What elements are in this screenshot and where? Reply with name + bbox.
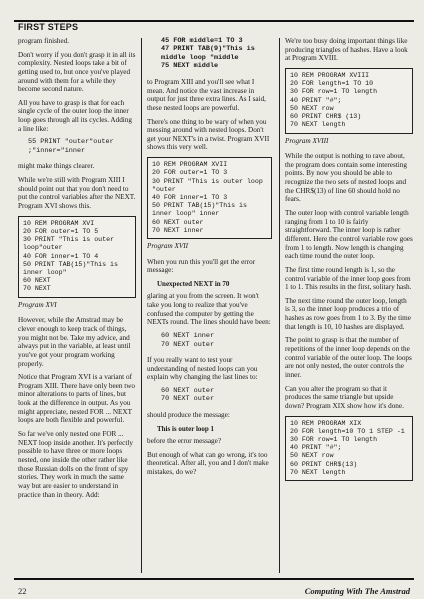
- code-line: 70 NEXT outer: [161, 340, 215, 349]
- code-line: 55 PRINT "outer"outer: [28, 138, 114, 147]
- column-3: [285, 37, 413, 484]
- listing-line: 30 FOR row=1 TO length: [290, 435, 378, 443]
- code-line: 60 NEXT outer: [161, 386, 215, 395]
- listing-line: 60 PRINT CHR$(13): [290, 460, 358, 468]
- code-line: 45 FOR middle=1 TO 3: [161, 37, 243, 45]
- program-listing-xvii: [147, 157, 272, 239]
- paragraph: So far we've only nested one FOR ... NEXT loop inside another. It's perfectly possible to have three or more loops nested, one inside the other rather like those Russian dolls on the front of spy stories. They work in much the same way but are easier to understand in practice than in theory. Add:: [18, 430, 133, 499]
- listing-line: 40 FOR inner=1 TO 3: [152, 194, 228, 201]
- column-divider-right: [279, 38, 280, 573]
- inline-code: [147, 332, 272, 349]
- paragraph: glaring at you from the screen. It won't take you long to realize that you've confused the computer by getting the NEXTs round. The lines should have been:: [147, 292, 271, 327]
- paragraph: The point to grasp is that the number of repetitions of the inner loop depends on the control variable of the outer loop. The loops are not only nested, the outer controls the inner.: [285, 336, 412, 379]
- listing-line: 50 PRINT TAB(15)"This is inner loop" inner: [152, 202, 251, 218]
- output-message: This is outer loop 1: [157, 424, 215, 433]
- listing-line: 10 REM PROGRAM XIX: [290, 419, 362, 427]
- paragraph: before the error message?: [147, 436, 222, 445]
- paragraph: While we're still with Program XIII I should point out that you don't need to put the control variables after the NEXT. Program XVI shows this.: [18, 176, 136, 210]
- code-line: ;"inner="inner: [28, 146, 86, 155]
- top-rule: [14, 20, 414, 22]
- listing-line: 50 PRINT TAB(15)"This is inner loop": [23, 260, 122, 276]
- paragraph: The next time round the outer loop, length is 3, so the inner loop produces a trio of hashes as row goes from 1 to 3. By the time that length is 10, 10 hashes are displayed.: [285, 296, 411, 331]
- inline-code: [147, 37, 272, 71]
- error-message: Unexpected NEXT in 70: [157, 280, 230, 289]
- listing-line: 30 PRINT "This is outer loop"outer: [23, 236, 118, 252]
- listing-line: 20 FOR length=10 TO 1 STEP -1: [290, 427, 405, 435]
- listing-caption: Program XVIII: [285, 136, 329, 145]
- paragraph: When you run this you'll get the error message:: [147, 257, 256, 275]
- column-1: [18, 37, 136, 504]
- listing-line: 70 NEXT inner: [152, 226, 204, 234]
- code-line: 60 NEXT inner: [161, 332, 215, 341]
- listing-line: 20 FOR length=1 TO 10: [290, 80, 374, 88]
- listing-line: 50 NEXT row: [290, 104, 334, 112]
- paragraph: Don't worry if you don't grasp it in all its complexity. Nested loops take a bit of getting used to, but once you've played around with them for a while they become second nature.: [18, 50, 136, 94]
- code-line: 47 PRINT TAB(9)"This is middle loop "middle: [161, 45, 255, 62]
- paragraph: However, while the Amstrad may be clever enough to keep track of things, you might not be. Take my advice, and always put in the variable, at least until you've got your program working properly.: [18, 316, 131, 368]
- code-line: 70 NEXT outer: [161, 395, 215, 404]
- paragraph: might make things clearer.: [18, 162, 95, 171]
- column-2: [147, 37, 272, 482]
- listing-line: 10 REM PROGRAM XVI: [23, 219, 95, 227]
- listing-line: 10 REM PROGRAM XVIII: [290, 71, 370, 79]
- listing-line: 70 NEXT: [23, 285, 51, 293]
- listing-line: 40 FOR inner=1 TO 4: [23, 252, 99, 260]
- listing-line: 30 FOR row=1 TO length: [290, 88, 378, 96]
- paragraph: Notice that Program XVI is a variant of Program XIII. There have only been two minor alterations to parts of lines, but look at the difference in output. As you might appreciate, nested FOR ... NEXT loops are both flexible and powerful.: [18, 373, 136, 425]
- listing-line: 50 NEXT row: [290, 452, 334, 460]
- inline-code: [18, 138, 136, 155]
- listing-caption: Program XVI: [18, 300, 57, 309]
- listing-line: 60 NEXT outer: [152, 218, 204, 226]
- listing-line: 70 NEXT length: [290, 468, 346, 476]
- paragraph: to Program XIII and you'll see what I mean. And notice the vast increase in output for just three extra lines. As I said, these nested loops are powerful.: [147, 77, 266, 112]
- paragraph: Can you alter the program so that it produces the same triangle but upside down? Program XIX show how it's done.: [285, 384, 404, 410]
- paragraph: While the output is nothing to rave about, the program does contain some interesting points. By now you should be able to recognize the two sets of nested loops and the CHR$(13) of line 60 should hold no fears.: [285, 152, 407, 204]
- program-listing-xviii: [285, 68, 413, 134]
- listing-line: 40 PRINT "#";: [290, 444, 342, 452]
- paragraph: There's one thing to be wary of when you messing around with nested loops. Don't get your NEXT's in a twist. Program XVII shows this very well.: [147, 117, 270, 152]
- listing-line: 40 PRINT "#";: [290, 96, 342, 104]
- paragraph: All you have to grasp is that for each single cycle of the outer loop the inner loop goes through all its cycles. Adding a line like:: [18, 98, 132, 133]
- column-divider-left: [141, 38, 142, 573]
- paragraph: The outer loop with control variable length ranging from 1 to 10 is fairly straightforward. The inner loop is rather different. Here the control variable row goes from 1 to length. Now length is changing each time round the outer loop.: [285, 209, 413, 261]
- paragraph: should produce the message:: [147, 410, 230, 419]
- program-listing-xix: [285, 416, 413, 482]
- paragraph: We're too busy doing important things like producing triangles of hashes. Have a look at Program XVIII.: [285, 37, 408, 63]
- bottom-rule: [14, 578, 414, 580]
- paragraph: But enough of what can go wrong, it's too theoretical. After all, you and I don't make mistakes, do we?: [147, 450, 269, 476]
- code-line: 75 NEXT middle: [161, 62, 219, 71]
- listing-line: 20 FOR outer=1 TO 5: [23, 227, 99, 235]
- paragraph: program finished.: [18, 37, 70, 45]
- listing-line: 60 NEXT: [23, 277, 51, 285]
- paragraph: If you really want to test your understanding of nested loops can you explain why changing the last lines to:: [147, 356, 258, 382]
- listing-line: 70 NEXT length: [290, 121, 346, 129]
- program-listing-xvi: [18, 216, 136, 298]
- page-number: 22: [18, 586, 27, 596]
- inline-code: [147, 387, 272, 404]
- listing-line: 60 PRINT CHR$ (13): [290, 113, 362, 121]
- listing-line: 20 FOR outer=1 TO 3: [152, 169, 228, 177]
- listing-line: 30 PRINT "This is outer loop "outer: [152, 177, 267, 193]
- publication-title: Computing With The Amstrad: [304, 586, 410, 596]
- listing-line: 10 REM PROGRAM XVII: [152, 161, 228, 169]
- page-footer: [18, 586, 410, 596]
- paragraph: The first time round length is 1, so the control variable of the inner loop goes from 1 to 1. This results in the first, solitary hash.: [285, 265, 412, 292]
- listing-caption: Program XVII: [147, 242, 189, 251]
- section-header: FIRST STEPS: [18, 22, 79, 32]
